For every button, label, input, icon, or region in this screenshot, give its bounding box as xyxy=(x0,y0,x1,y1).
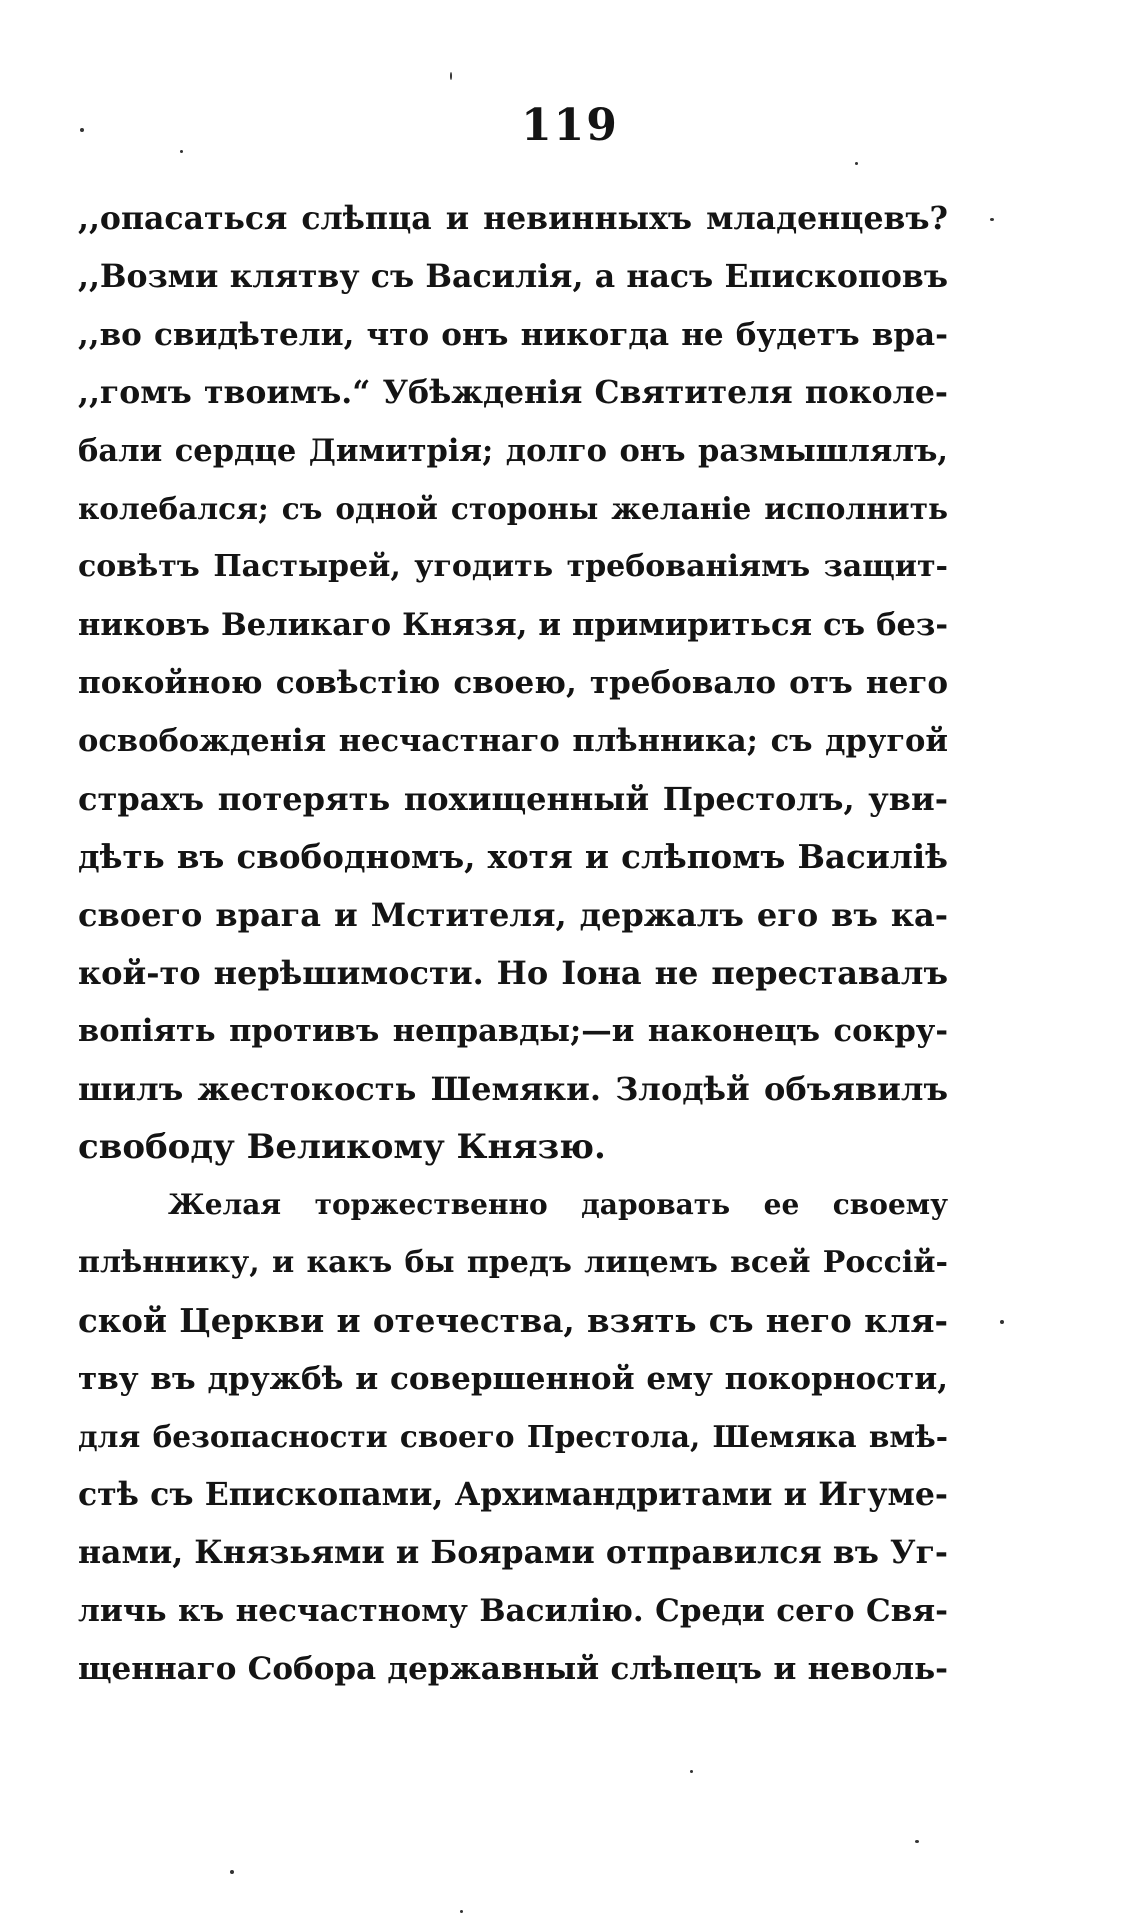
text-line: свободу Великому Князю. xyxy=(78,1127,606,1167)
text-line: Желая торжественно даровать ее своему xyxy=(168,1188,948,1221)
text-line: для безопасности своего Престола, Шемяка вмѣ- xyxy=(78,1419,948,1454)
text-line: совѣтъ Пастырей, угодить требованіямъ защит- xyxy=(78,549,948,584)
text-line: своего врага и Мстителя, держалъ его въ ка- xyxy=(78,896,948,934)
text-line: ,,во свидѣтели, что онъ никогда не будетъ вра- xyxy=(78,317,948,353)
text-line: плѣннику, и какъ бы предъ лицемъ всей Россій- xyxy=(78,1245,948,1280)
text-line: никовъ Великаго Князя, и примириться съ без- xyxy=(78,607,948,643)
scan-speck xyxy=(690,1770,693,1773)
text-line: колебался; съ одной стороны желаніе исполнить xyxy=(78,491,948,526)
scan-speck xyxy=(180,150,183,153)
page-number: 119 xyxy=(521,100,619,151)
text-line: нами, Князьями и Боярами отправился въ Уг- xyxy=(78,1534,948,1571)
paragraph-1 xyxy=(78,190,948,1176)
text-line: освобожденія несчастнаго плѣнника; съ другой xyxy=(78,723,948,759)
text-line: покойною совѣстію своею, требовало отъ него xyxy=(78,665,948,701)
text-line: страхъ потерять похищенный Престолъ, уви- xyxy=(78,780,948,818)
text-line: кой-то нерѣшимости. Но Іона не переставалъ xyxy=(78,954,948,992)
text-line: ,,Возми клятву съ Василія, а насъ Епископовъ xyxy=(78,258,948,295)
scan-speck xyxy=(450,72,452,80)
scan-speck xyxy=(460,1910,463,1913)
scan-speck xyxy=(80,128,84,132)
text-line: щеннаго Собора державный слѣпецъ и неволь- xyxy=(78,1651,948,1687)
scan-speck xyxy=(915,1840,919,1843)
text-line: шилъ жестокость Шемяки. Злодѣй объявилъ xyxy=(78,1070,948,1108)
scan-speck xyxy=(990,218,994,221)
text-line: ,,опасаться слѣпца и невинныхъ младенцевъ? xyxy=(78,200,948,237)
text-line: дѣть въ свободномъ, хотя и слѣпомъ Василіѣ xyxy=(78,837,948,876)
text-line: личь къ несчастному Василію. Среди сего Свя- xyxy=(78,1593,948,1629)
text-line: бали сердце Димитрія; долго онъ размышлялъ, xyxy=(78,433,948,469)
text-line: вопіять противъ неправды;—и наконецъ сокру- xyxy=(78,1013,948,1049)
paragraph-2 xyxy=(78,1176,948,1698)
text-line: стѣ съ Епископами, Архимандритами и Игуме- xyxy=(78,1476,948,1513)
body-text xyxy=(78,190,948,1698)
scan-speck xyxy=(855,162,858,165)
text-line: тву въ дружбѣ и совершенной ему покорности, xyxy=(78,1361,948,1397)
scan-speck xyxy=(230,1870,234,1874)
scan-speck xyxy=(1000,1320,1004,1324)
text-line: ,,гомъ твоимъ.“ Убѣжденія Святителя поколе- xyxy=(78,374,948,411)
text-line: ской Церкви и отечества, взять съ него кля- xyxy=(78,1301,948,1340)
